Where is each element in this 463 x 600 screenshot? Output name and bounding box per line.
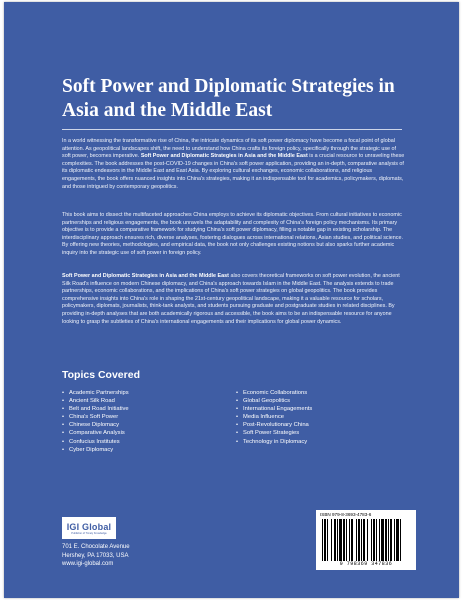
description-paragraph-3-rest: also covers theoretical frameworks on soft power evolution, the ancient Silk Road's influence on modern Chinese diplomacy, and China's approach towards Islam in the Middle East. The analysis extends to trade partnerships, economic collaborations, and the implications of China's soft power strategies on global geopolitics. The book provides comprehensive insights into China's role in shaping the 21st-century geopolitical landscape, making it a valuable resource for scholars, policymakers, diplomats, journalists, think-tank analysts, and students pursuing graduate and postgraduate studies in related disciplines. By providing in-depth analyses that are both academically rigorous and accessible, the book aims to be an indispensable resource for anyone looking to grasp the subtleties of China's international engagements and their implications for global power dynamics. [62, 273, 400, 325]
topic-item: • Chinese Diplomacy [62, 421, 129, 429]
topic-item: • Academic Partnerships [62, 389, 129, 397]
isbn-label: ISBN 979-8-3693-4783-6 [320, 512, 372, 517]
barcode-bar [367, 519, 368, 561]
barcode-bar [376, 519, 377, 561]
barcode-digits: 9 798369 347836 [339, 561, 393, 567]
address-street: 701 E. Chocolate Avenue [62, 544, 130, 550]
topics-heading: Topics Covered [62, 369, 140, 381]
topic-item: • Confucius Institutes [62, 438, 129, 446]
publisher-logo-text: IGI Global [66, 521, 112, 532]
description-paragraph-1-intro: In a world witnessing the transformative rise of China, the intricate dynamics of its soft power diplomacy have become a focal point of global attention. As geopolitical landscapes shift, the need to understand how China crafts its foreign policy, specifically through the strategic use of soft power, becomes imperative. [62, 138, 397, 160]
topic-item: • Media Influence [236, 413, 312, 421]
barcode-bar [346, 519, 347, 561]
barcode-bar [385, 519, 387, 561]
topic-item: • Technology in Diplomacy [236, 438, 312, 446]
description-paragraph-3-book-title: Soft Power and Diplomatic Strategies in Asia and the Middle East [62, 273, 229, 279]
book-title: Soft Power and Diplomatic Strategies in Asia and the Middle East [62, 76, 395, 121]
topic-item: • Ancient Silk Road [62, 397, 129, 405]
barcode-bar [373, 519, 375, 561]
barcode-bar [361, 519, 362, 561]
barcode-bar [400, 519, 401, 561]
topic-item: • Cyber Diplomacy [62, 446, 129, 454]
topic-item: • Soft Power Strategies [236, 429, 312, 437]
barcode-bar [343, 519, 345, 561]
address-city: Hershey, PA 17033, USA [62, 552, 129, 559]
barcode-bar [379, 519, 380, 561]
topic-item: • Global Geopolitics [236, 397, 312, 405]
barcode-bar [396, 519, 399, 561]
topic-item: • China's Soft Power [62, 413, 129, 421]
barcode-bars [322, 519, 410, 561]
barcode-bar [358, 519, 360, 561]
barcode-bar [390, 519, 392, 561]
description-paragraph-3 [62, 273, 406, 326]
publisher-logo-tagline: Publisher of Timely Knowledge [71, 531, 107, 535]
description-paragraph-1-book-title: Soft Power and Diplomatic Strategies in Asia and the Middle East [140, 153, 308, 160]
topics-list-left [62, 389, 129, 454]
topic-item: • Post-Revolutionary China [236, 421, 312, 429]
barcode-bar [327, 519, 328, 561]
publisher-website: www.igi-global.com [62, 561, 114, 568]
barcode-bar [388, 519, 389, 561]
barcode-bar [322, 519, 323, 561]
topics-list-right [236, 389, 312, 446]
publisher-logo [62, 517, 116, 539]
description-paragraph-1 [62, 138, 406, 191]
barcode-bar [394, 519, 395, 561]
description-paragraph-2: This book aims to dissect the multifaceted approaches China employs to achieve its diplomatic objectives. From cultural initiatives to economic partnerships and religious engagements, the book unravels the adaptability and complexity of China's foreign policy mechanisms. Its primary objective is to provide a comparative framework for studying China's soft power diplomacy, filling a notable gap in existing scholarship. The interdisciplinary approach ensures rich, diverse analyses, fostering dialogues across international relations, Asian studies, and political science. By offering new theories, methodologies, and empirical data, the book not only challenges existing notions but also sparks further academic inquiry into the strategic use of soft power in foreign policy. [62, 212, 403, 256]
topic-item: • Economic Collaborations [236, 389, 312, 397]
barcode-bar [334, 519, 336, 561]
topic-item: • International Engagements [236, 405, 312, 413]
description-paragraph-1-rest: is a crucial resource to unraveling these complexities. The book addresses the post-COVID-19 changes in China's soft power application, providing an in-depth, comparative analysis of its diplomatic endeavors in the Middle East and East Asia. By exploring cultural exchanges, economic collaborations, and religious engagements, the book offers nuanced insights into China's strategies, making it an indispensable tool for academics, policymakers, diplomats, and those intrigued by contemporary geopolitics. [62, 153, 405, 190]
title-divider [62, 129, 402, 130]
book-back-cover [4, 2, 459, 598]
publisher-address [62, 543, 130, 569]
barcode-bar [356, 519, 357, 561]
barcode-bar [363, 519, 365, 561]
barcode-bar [371, 519, 372, 561]
isbn-barcode [316, 510, 416, 570]
topic-item: • Belt and Road Initiative [62, 405, 129, 413]
barcode-bar [331, 519, 332, 561]
barcode-bar [351, 519, 353, 561]
topic-item: • Comparative Analysis [62, 429, 129, 437]
barcode-bar [337, 519, 338, 561]
barcode-bar [349, 519, 350, 561]
barcode-bar [339, 519, 342, 561]
barcode-bar [381, 519, 384, 561]
barcode-bar [324, 519, 326, 561]
